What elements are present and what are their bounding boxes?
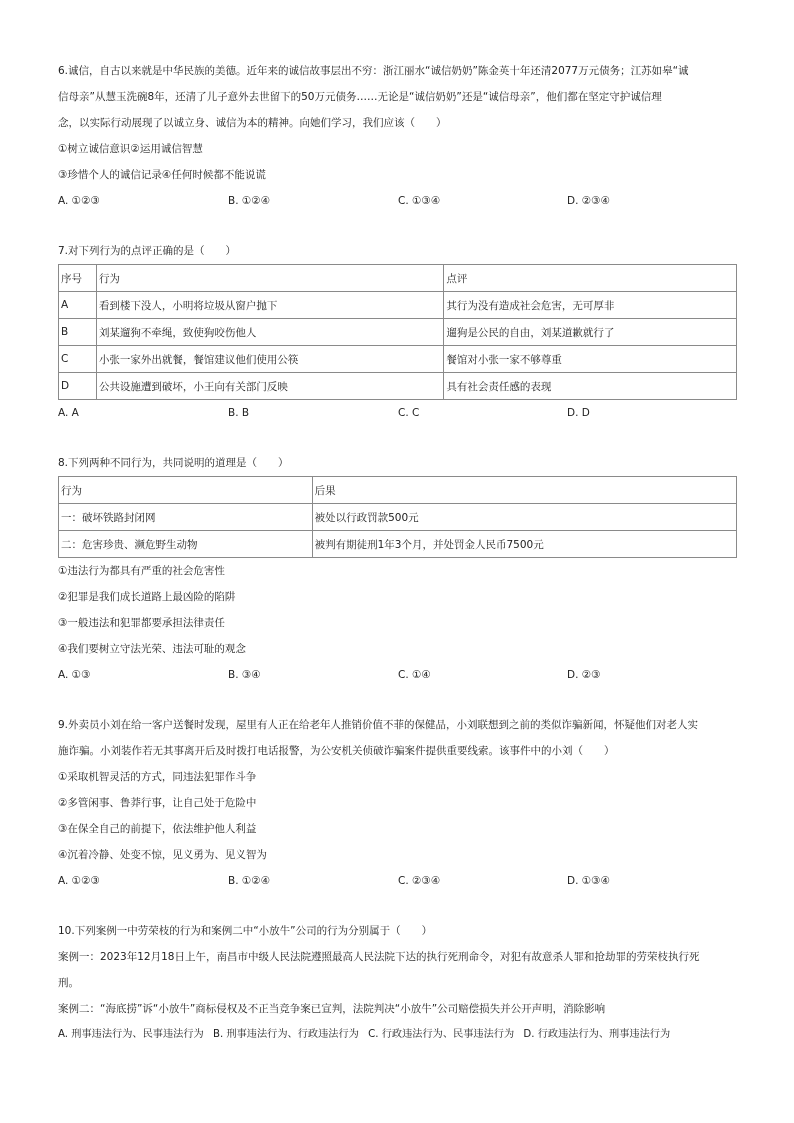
q8-option-a[interactable]: A. ①③ [58,669,91,681]
table-cell: D [59,373,97,400]
q9-option-a[interactable]: A. ①②③ [58,875,100,887]
table-cell: 餐馆对小张一家不够尊重 [444,346,737,373]
table-cell: B [59,319,97,346]
question-6 [58,58,738,214]
table-row [59,373,737,400]
header-cell: 后果 [312,477,736,504]
header-cell: 行为 [96,265,443,292]
q9-options [58,868,738,894]
question-7 [58,238,738,426]
q6-stem-line: 信母亲”从慧玉洗碗8年，还清了儿子意外去世留下的50万元债务……无论是“诚信奶奶”还是“诚信母亲”，他们都在坚定守护诚信理 [58,91,662,103]
question-9 [58,712,738,894]
q9-item: ②多管闲事、鲁莽行事，让自己处于危险中 [58,797,257,809]
table-cell: 一：破坏铁路封闭网 [59,504,313,531]
q9-option-c[interactable]: C. ②③④ [398,875,441,887]
q10-option-a[interactable]: A. 刑事违法行为、民事违法行为 [58,1029,204,1040]
q6-option-c[interactable]: C. ①③④ [398,195,441,207]
q6-option-a[interactable]: A. ①②③ [58,195,100,207]
q10-option-b[interactable]: B. 刑事违法行为、行政违法行为 [212,1029,359,1040]
q10-option-c[interactable]: C. 行政违法行为、民事违法行为 [368,1029,515,1040]
q6-item: ①树立诚信意识②运用诚信智慧 [58,143,203,155]
header-cell: 行为 [59,477,313,504]
table-header-row [59,477,737,504]
table-row [59,346,737,373]
table-cell: 具有社会责任感的表现 [444,373,737,400]
table-row [59,531,737,558]
q8-options [58,662,738,688]
table-cell: 被处以行政罚款500元 [312,504,736,531]
header-cell: 点评 [444,265,737,292]
q6-option-d[interactable]: D. ②③④ [567,195,610,207]
q7-option-c[interactable]: C. C [398,407,420,419]
question-8 [58,450,738,688]
q7-options [58,400,738,426]
q6-stem-line: 6.诚信，自古以来就是中华民族的美德。近年来的诚信故事层出不穷：浙江丽水“诚信奶奶”陈金英十年还清2077万元债务；江苏如皋“诚 [58,65,689,77]
q10-case1-line: 刑。 [58,977,79,989]
table-row [59,504,737,531]
q8-option-c[interactable]: C. ①④ [398,669,431,681]
q8-option-d[interactable]: D. ②③ [567,669,601,681]
table-cell: 公共设施遭到破坏，小王向有关部门反映 [96,373,443,400]
q6-options [58,188,738,214]
table-cell: A [59,292,97,319]
q10-case1-line: 案例一：2023年12月18日上午，南昌市中级人民法院遵照最高人民法院下达的执行死刑命令，对犯有故意杀人罪和抢劫罪的劳荣枝执行死 [58,951,700,963]
table-cell: C [59,346,97,373]
table-header-row [59,265,737,292]
q7-option-a[interactable]: A. A [58,407,79,419]
header-cell: 序号 [59,265,97,292]
exam-page [58,58,738,1048]
q9-item: ③在保全自己的前提下，依法维护他人利益 [58,823,257,835]
q6-item: ③珍惜个人的诚信记录④任何时候都不能说谎 [58,169,266,181]
table-cell: 小张一家外出就餐，餐馆建议他们使用公筷 [96,346,443,373]
q10-case2: 案例二：“海底捞”诉“小放牛”商标侵权及不正当竞争案已宣判，法院判决“小放牛”公司赔偿损失并公开声明，消除影响 [58,1003,606,1015]
q6-stem-line: 念，以实际行动展现了以诚立身、诚信为本的精神。向她们学习，我们应该（ ） [58,117,447,129]
q6-option-b[interactable]: B. ①②④ [228,195,271,207]
question-10 [58,918,738,1048]
q8-item: ①违法行为都具有严重的社会危害性 [58,565,225,577]
q10-stem: 10.下列案例一中劳荣枝的行为和案例二中“小放牛”公司的行为分别属于（ ） [58,925,433,937]
q8-option-b[interactable]: B. ③④ [228,669,261,681]
q10-options [58,1022,738,1048]
q9-option-b[interactable]: B. ①②④ [228,875,271,887]
q9-item: ①采取机智灵活的方式，同违法犯罪作斗争 [58,771,257,783]
table-row [59,319,737,346]
q8-table [58,476,737,558]
table-cell: 刘某遛狗不牵绳，致使狗咬伤他人 [96,319,443,346]
table-cell: 其行为没有造成社会危害，无可厚非 [444,292,737,319]
q8-item: ②犯罪是我们成长道路上最凶险的陷阱 [58,591,236,603]
table-cell: 二：危害珍贵、濒危野生动物 [59,531,313,558]
q9-stem-line: 9.外卖员小刘在给一客户送餐时发现，屋里有人正在给老年人推销价值不菲的保健品，小刘联想到之前的类似诈骗新闻，怀疑他们对老人实 [58,719,699,731]
q7-table [58,264,737,400]
table-cell: 遛狗是公民的自由，刘某道歉就行了 [444,319,737,346]
table-cell: 看到楼下没人，小明将垃圾从窗户抛下 [96,292,443,319]
table-row [59,292,737,319]
q8-stem: 8.下列两种不同行为，共同说明的道理是（ ） [58,457,289,469]
q7-stem: 7.对下列行为的点评正确的是（ ） [58,245,237,257]
q9-stem-line: 施诈骗。小刘装作若无其事离开后及时拨打电话报警，为公安机关侦破诈骗案件提供重要线索。该事件中的小刘（ ） [58,745,615,757]
q10-option-d[interactable]: D. 行政违法行为、刑事违法行为 [523,1029,671,1040]
q9-option-d[interactable]: D. ①③④ [567,875,610,887]
q7-option-b[interactable]: B. B [228,407,250,419]
table-cell: 被判有期徒刑1年3个月，并处罚金人民币7500元 [312,531,736,558]
q8-item: ③一般违法和犯罪都要承担法律责任 [58,617,225,629]
q8-item: ④我们要树立守法光荣、违法可耻的观念 [58,643,246,655]
q9-item: ④沉着冷静、处变不惊，见义勇为、见义智为 [58,849,267,861]
q7-option-d[interactable]: D. D [567,407,590,419]
